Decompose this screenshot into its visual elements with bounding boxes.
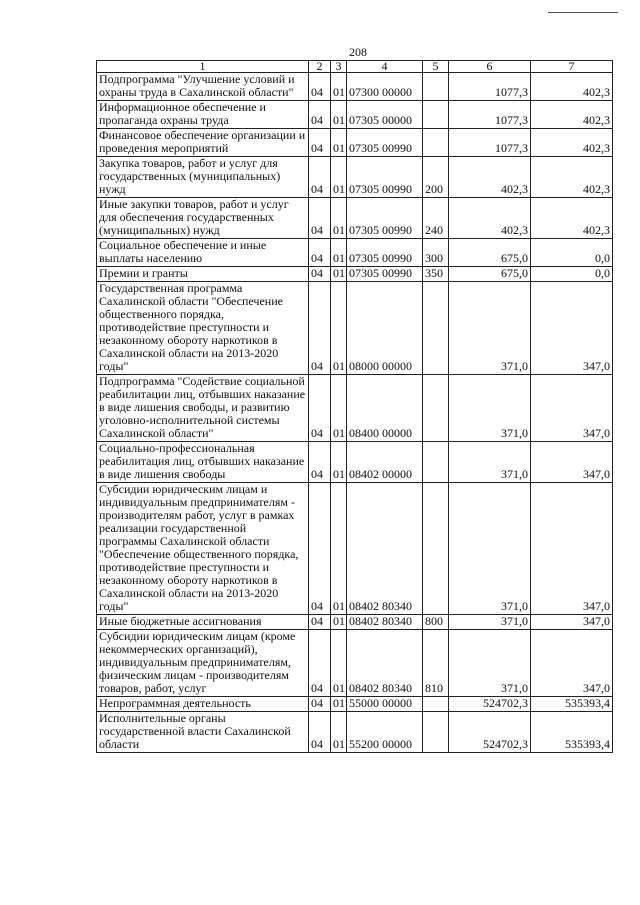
section-code-cell: 04 <box>309 442 331 483</box>
table-row <box>97 198 613 239</box>
section-code-cell: 04 <box>309 712 331 753</box>
section-code-cell: 04 <box>309 239 331 267</box>
section-code-cell: 04 <box>309 129 331 157</box>
target-article-cell: 07305 00990 <box>347 239 423 267</box>
row-name-cell: Иные бюджетные ассигнования <box>97 615 309 630</box>
subsection-code-cell: 01 <box>331 442 347 483</box>
target-article-cell: 08000 00000 <box>347 282 423 375</box>
target-article-cell: 07305 00990 <box>347 267 423 282</box>
header-cell: 4 <box>347 61 423 73</box>
subsection-code-cell: 01 <box>331 697 347 712</box>
section-code-cell: 04 <box>309 375 331 442</box>
expense-type-cell <box>423 73 449 101</box>
target-article-cell: 08402 80340 <box>347 615 423 630</box>
amount-year1-cell: 524702,3 <box>449 712 531 753</box>
header-cell: 3 <box>331 61 347 73</box>
target-article-cell: 08402 80340 <box>347 483 423 615</box>
amount-year1-cell: 675,0 <box>449 239 531 267</box>
target-article-cell: 08402 00000 <box>347 442 423 483</box>
header-row <box>97 61 613 73</box>
amount-year2-cell: 0,0 <box>531 267 613 282</box>
expense-type-cell <box>423 129 449 157</box>
target-article-cell: 07305 00990 <box>347 198 423 239</box>
section-code-cell: 04 <box>309 697 331 712</box>
expense-type-cell: 240 <box>423 198 449 239</box>
corner-mark <box>548 12 618 13</box>
subsection-code-cell: 01 <box>331 712 347 753</box>
row-name-cell: Подпрограмма "Улучшение условий и охраны труда в Сахалинской области" <box>97 73 309 101</box>
amount-year1-cell: 1077,3 <box>449 73 531 101</box>
header-cell: 1 <box>97 61 309 73</box>
table-row <box>97 697 613 712</box>
amount-year1-cell: 675,0 <box>449 267 531 282</box>
row-name-cell: Финансовое обеспечение организации и проведения мероприятий <box>97 129 309 157</box>
budget-table <box>96 60 613 753</box>
target-article-cell: 55000 00000 <box>347 697 423 712</box>
row-name-cell: Непрограммная деятельность <box>97 697 309 712</box>
target-article-cell: 55200 00000 <box>347 712 423 753</box>
expense-type-cell <box>423 375 449 442</box>
table-row <box>97 282 613 375</box>
page-number: 208 <box>349 45 367 59</box>
amount-year2-cell: 402,3 <box>531 129 613 157</box>
table-row <box>97 483 613 615</box>
expense-type-cell: 800 <box>423 615 449 630</box>
table-row <box>97 157 613 198</box>
section-code-cell: 04 <box>309 615 331 630</box>
expense-type-cell <box>423 442 449 483</box>
amount-year2-cell: 402,3 <box>531 73 613 101</box>
expense-type-cell <box>423 101 449 129</box>
expense-type-cell <box>423 697 449 712</box>
amount-year2-cell: 402,3 <box>531 157 613 198</box>
target-article-cell: 07305 00990 <box>347 129 423 157</box>
expense-type-cell: 200 <box>423 157 449 198</box>
amount-year1-cell: 402,3 <box>449 157 531 198</box>
amount-year1-cell: 402,3 <box>449 198 531 239</box>
target-article-cell: 08400 00000 <box>347 375 423 442</box>
section-code-cell: 04 <box>309 483 331 615</box>
amount-year2-cell: 402,3 <box>531 198 613 239</box>
amount-year1-cell: 524702,3 <box>449 697 531 712</box>
target-article-cell: 07305 00000 <box>347 101 423 129</box>
table-row <box>97 73 613 101</box>
header-cell: 2 <box>309 61 331 73</box>
subsection-code-cell: 01 <box>331 282 347 375</box>
amount-year1-cell: 371,0 <box>449 630 531 697</box>
amount-year2-cell: 347,0 <box>531 483 613 615</box>
row-name-cell: Государственная программа Сахалинской области "Обеспечение общественного порядка, противодействие преступности и незаконному обороту наркотиков в Сахалинской области на 2013-2020 годы" <box>97 282 309 375</box>
expense-type-cell <box>423 712 449 753</box>
subsection-code-cell: 01 <box>331 198 347 239</box>
subsection-code-cell: 01 <box>331 129 347 157</box>
amount-year1-cell: 371,0 <box>449 615 531 630</box>
row-name-cell: Иные закупки товаров, работ и услуг для обеспечения государственных (муниципальных) нужд <box>97 198 309 239</box>
table-row <box>97 442 613 483</box>
table-row <box>97 375 613 442</box>
amount-year2-cell: 402,3 <box>531 101 613 129</box>
amount-year2-cell: 347,0 <box>531 282 613 375</box>
header-cell: 7 <box>531 61 613 73</box>
row-name-cell: Субсидии юридическим лицам (кроме некоммерческих организаций), индивидуальным предпринимателям, физическим лицам - производителям товаров, работ, услуг <box>97 630 309 697</box>
row-name-cell: Закупка товаров, работ и услуг для государственных (муниципальных) нужд <box>97 157 309 198</box>
expense-type-cell <box>423 483 449 615</box>
table-row <box>97 630 613 697</box>
amount-year2-cell: 347,0 <box>531 630 613 697</box>
amount-year2-cell: 535393,4 <box>531 712 613 753</box>
amount-year2-cell: 347,0 <box>531 375 613 442</box>
target-article-cell: 08402 80340 <box>347 630 423 697</box>
section-code-cell: 04 <box>309 267 331 282</box>
target-article-cell: 07305 00990 <box>347 157 423 198</box>
amount-year2-cell: 535393,4 <box>531 697 613 712</box>
expense-type-cell: 300 <box>423 239 449 267</box>
subsection-code-cell: 01 <box>331 615 347 630</box>
subsection-code-cell: 01 <box>331 630 347 697</box>
table-row <box>97 101 613 129</box>
row-name-cell: Социально-профессиональная реабилитация лиц, отбывших наказание в виде лишения свободы <box>97 442 309 483</box>
section-code-cell: 04 <box>309 630 331 697</box>
expense-type-cell: 350 <box>423 267 449 282</box>
amount-year1-cell: 371,0 <box>449 282 531 375</box>
row-name-cell: Премии и гранты <box>97 267 309 282</box>
header-cell: 6 <box>449 61 531 73</box>
section-code-cell: 04 <box>309 282 331 375</box>
subsection-code-cell: 01 <box>331 267 347 282</box>
amount-year2-cell: 347,0 <box>531 442 613 483</box>
subsection-code-cell: 01 <box>331 239 347 267</box>
row-name-cell: Подпрограмма "Содействие социальной реабилитации лиц, отбывших наказание в виде лишения свободы, и развитию уголовно-исполнительной системы Сахалинской области" <box>97 375 309 442</box>
amount-year1-cell: 371,0 <box>449 483 531 615</box>
table-row <box>97 712 613 753</box>
amount-year1-cell: 371,0 <box>449 375 531 442</box>
table-row <box>97 267 613 282</box>
row-name-cell: Социальное обеспечение и иные выплаты населению <box>97 239 309 267</box>
table-row <box>97 129 613 157</box>
section-code-cell: 04 <box>309 73 331 101</box>
subsection-code-cell: 01 <box>331 157 347 198</box>
expense-type-cell <box>423 282 449 375</box>
header-cell: 5 <box>423 61 449 73</box>
section-code-cell: 04 <box>309 101 331 129</box>
table-row <box>97 615 613 630</box>
section-code-cell: 04 <box>309 198 331 239</box>
row-name-cell: Субсидии юридическим лицам и индивидуальным предпринимателям - производителям работ, услуг в рамках реализации государственной программы Сахалинской области "Обеспечение общественного порядка, противодействие преступности и незаконному обороту наркотиков в Сахалинской области на 2013-2020 годы" <box>97 483 309 615</box>
amount-year1-cell: 1077,3 <box>449 101 531 129</box>
amount-year1-cell: 371,0 <box>449 442 531 483</box>
table-row <box>97 239 613 267</box>
amount-year2-cell: 347,0 <box>531 615 613 630</box>
row-name-cell: Информационное обеспечение и пропаганда охраны труда <box>97 101 309 129</box>
amount-year2-cell: 0,0 <box>531 239 613 267</box>
subsection-code-cell: 01 <box>331 73 347 101</box>
subsection-code-cell: 01 <box>331 483 347 615</box>
expense-type-cell: 810 <box>423 630 449 697</box>
target-article-cell: 07300 00000 <box>347 73 423 101</box>
section-code-cell: 04 <box>309 157 331 198</box>
row-name-cell: Исполнительные органы государственной власти Сахалинской области <box>97 712 309 753</box>
subsection-code-cell: 01 <box>331 101 347 129</box>
amount-year1-cell: 1077,3 <box>449 129 531 157</box>
subsection-code-cell: 01 <box>331 375 347 442</box>
